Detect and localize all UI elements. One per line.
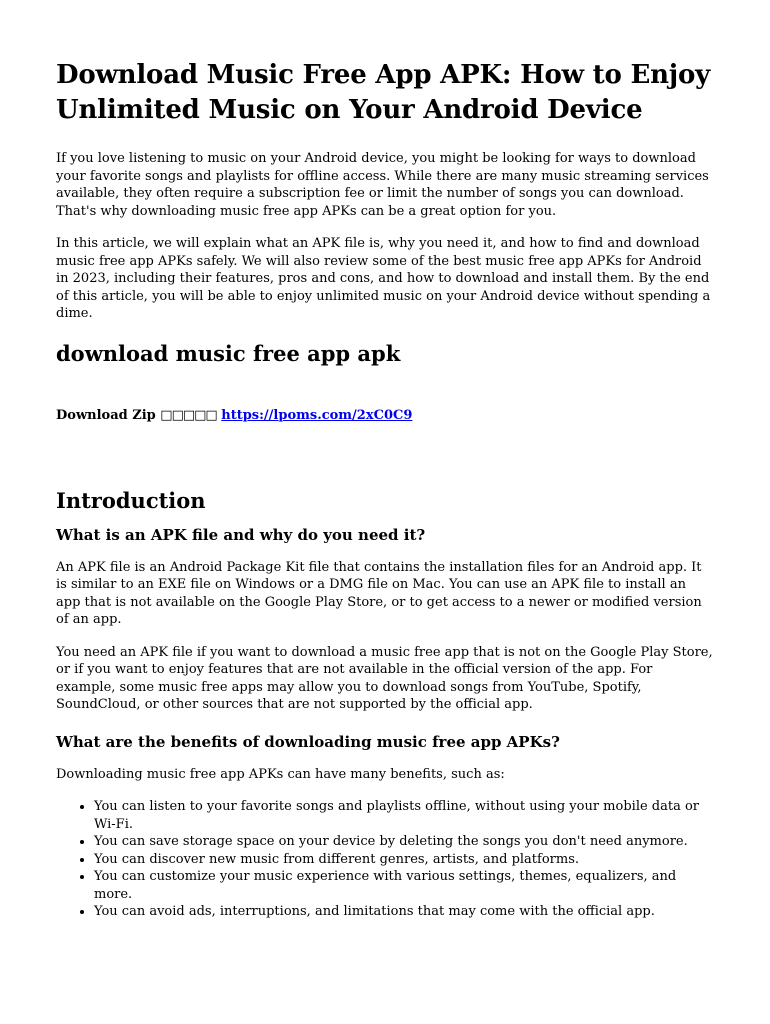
- apk-paragraph-1: An APK file is an Android Package Kit file that contains the installation files for an Android app. It is similar to an EXE file on Windows or a DMG file on Mac. You can use an APK file to install an app that is not available on the Google Play Store, or to get access to a newer or modified version of an app.: [56, 559, 702, 627]
- article-title: Download Music Free App APK: How to Enjoy Unlimited Music on Your Android Device: [56, 60, 711, 125]
- list-item: • You can save storage space on your device by deleting the songs you don't need anymore.: [94, 833, 714, 851]
- subheading-benefits: What are the benefits of downloading music free app APKs?: [56, 732, 560, 751]
- keyword-heading: download music free app apk: [56, 340, 401, 366]
- apk-paragraph-2: You need an APK file if you want to download a music free app that is not on the Google Play Store, or if you want to enjoy features that are not available in the official version of the app. For example, some music free apps may allow you to download songs from YouTube, Spotify, SoundCloud, or other sources that are not supported by the official app.: [56, 644, 713, 712]
- list-item: • You can listen to your favorite songs and playlists offline, without using your mobile data or Wi-Fi.: [94, 798, 714, 833]
- list-item: • You can avoid ads, interruptions, and limitations that may come with the official app.: [94, 903, 714, 921]
- download-link[interactable]: https://lpoms.com/2xC0C9: [221, 407, 413, 423]
- section-heading-introduction: Introduction: [56, 487, 206, 513]
- list-item: • You can customize your music experience with various settings, themes, equalizers, and more.: [94, 868, 714, 903]
- benefits-list: [56, 798, 714, 921]
- download-symbols: □□□□□: [160, 407, 217, 423]
- download-label: Download Zip: [56, 407, 156, 423]
- subheading-apk-file: What is an APK file and why do you need it?: [56, 525, 426, 544]
- intro-paragraph-2: In this article, we will explain what an APK file is, why you need it, and how to find and download music free app APKs safely. We will also review some of the best music free app APKs for Android in 2023, including their features, pros and cons, and how to download and install them. By the end of this article, you will be able to enjoy unlimited music on your Android device without spending a dime.: [56, 236, 711, 321]
- intro-paragraph-1: If you love listening to music on your Android device, you might be looking for ways to download your favorite songs and playlists for offline access. While there are many music streaming services available, they often require a subscription fee or limit the number of songs you can download. That's why downloading music free app APKs can be a great option for you.: [56, 151, 709, 219]
- list-item: • You can discover new music from different genres, artists, and platforms.: [94, 851, 714, 869]
- download-line: [56, 407, 714, 424]
- benefits-intro: Downloading music free app APKs can have many benefits, such as:: [56, 766, 505, 782]
